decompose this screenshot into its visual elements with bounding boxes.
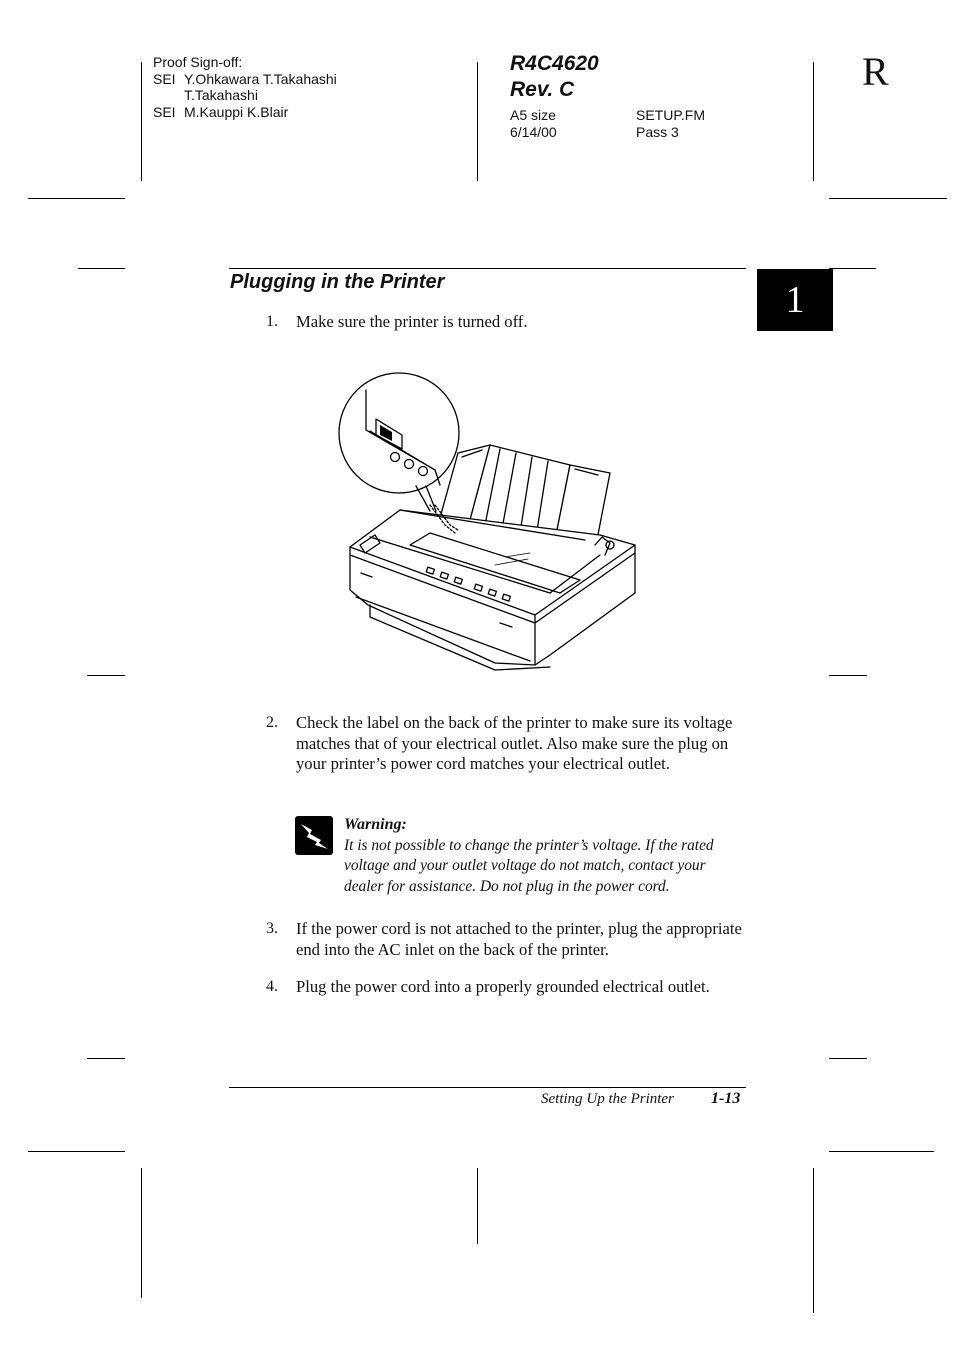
- crop-mark: [829, 1058, 867, 1059]
- step-text: Plug the power cord into a properly grounded electrical outlet.: [296, 977, 710, 996]
- proof-signoff: [153, 54, 473, 120]
- step-number: 4.: [266, 978, 278, 995]
- crop-mark: [28, 1151, 125, 1152]
- step-text: Check the label on the back of the printer to make sure its voltage matches that of your electrical outlet. Also make sure the plug on your printer’s power cord matches your electrical outlet.: [296, 713, 733, 773]
- crop-mark: [829, 675, 867, 676]
- footer-rule: [229, 1087, 746, 1088]
- signoff-names: Y.Ohkawara T.Takahashi: [184, 70, 337, 87]
- step-text: If the power cord is not attached to the printer, plug the appropriate end into the AC inlet on the back of the printer.: [296, 919, 742, 959]
- crop-mark: [829, 268, 876, 269]
- signoff-names: T.Takahashi: [184, 87, 258, 103]
- crop-mark: [813, 62, 814, 181]
- crop-mark: [87, 1058, 125, 1059]
- crop-mark: [141, 62, 142, 181]
- section-rule: [229, 268, 746, 269]
- doc-file: SETUP.FM: [636, 107, 705, 123]
- corner-letter: R: [862, 49, 889, 94]
- warning-title: Warning:: [344, 816, 407, 833]
- printer-body: [350, 510, 635, 670]
- crop-mark: [87, 675, 125, 676]
- doc-pass: Pass 3: [636, 123, 679, 140]
- doc-meta: [510, 107, 770, 140]
- step-text: Make sure the printer is turned off.: [296, 312, 528, 331]
- crop-mark: [477, 62, 478, 181]
- crop-mark: [813, 1168, 814, 1313]
- step-number: 1.: [266, 313, 278, 330]
- crop-mark: [829, 1151, 934, 1152]
- signoff-org: SEI: [153, 103, 176, 120]
- power-switch-detail: [339, 373, 459, 511]
- crop-mark: [28, 198, 125, 199]
- crop-mark: [829, 198, 947, 199]
- signoff-label: Proof Sign-off:: [153, 54, 243, 70]
- printer-illustration: [330, 365, 650, 675]
- document-id: [510, 51, 599, 103]
- doc-revision: Rev. C: [510, 78, 575, 101]
- crop-mark: [477, 1168, 478, 1244]
- crop-mark: [141, 1168, 142, 1298]
- step-number: 3.: [266, 920, 278, 937]
- step-number: 2.: [266, 714, 278, 731]
- crop-mark: [78, 268, 125, 269]
- footer-section-name: Setting Up the Printer: [541, 1091, 674, 1107]
- warning-text: It is not possible to change the printer’s voltage. If the rated voltage and your outlet voltage do not match, contact your dealer for assistance. Do not plug in the power cord.: [344, 837, 714, 895]
- doc-size: A5 size: [510, 107, 556, 123]
- doc-date: 6/14/00: [510, 123, 557, 140]
- chapter-tab: 1: [757, 269, 833, 331]
- footer-page-number: 1-13: [711, 1090, 741, 1107]
- doc-number: R4C4620: [510, 52, 599, 75]
- signoff-org: SEI: [153, 70, 176, 87]
- section-title: Plugging in the Printer: [230, 271, 445, 293]
- lightning-warning-icon: [295, 816, 333, 855]
- signoff-names: M.Kauppi K.Blair: [184, 103, 289, 120]
